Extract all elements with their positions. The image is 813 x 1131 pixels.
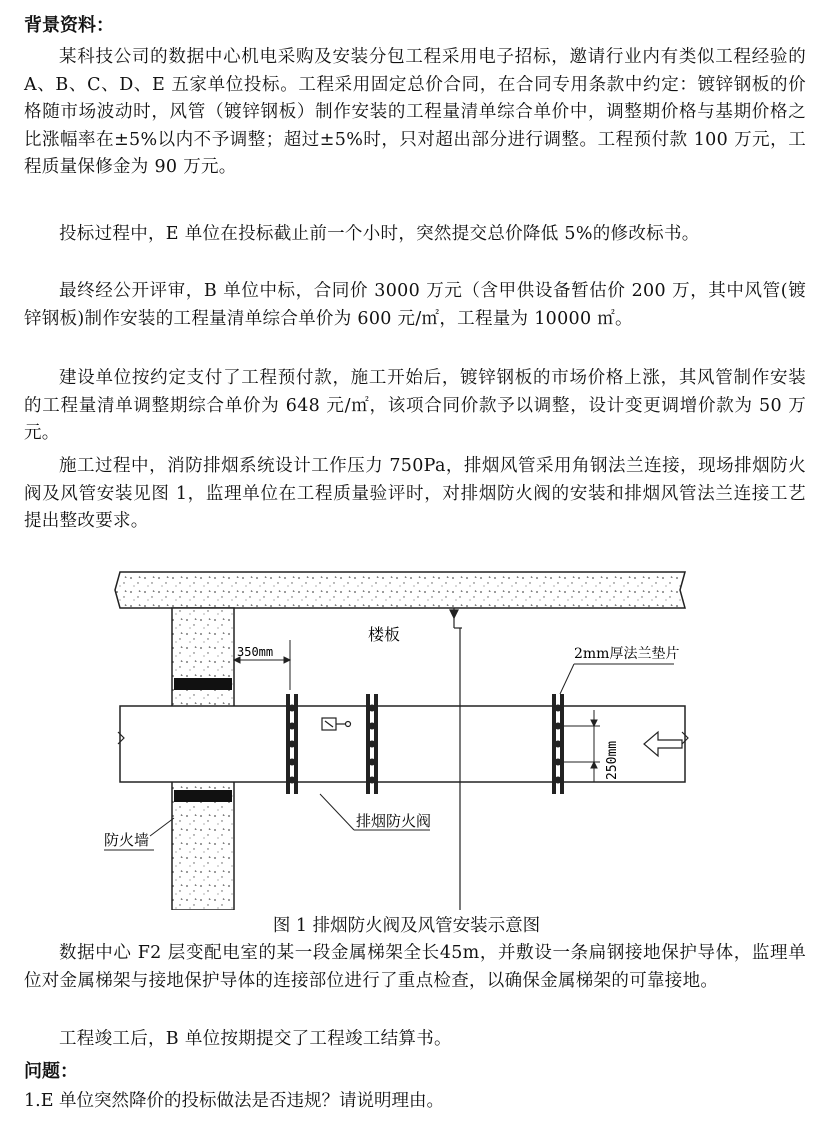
flange-middle <box>366 694 378 794</box>
paragraph-6: 数据中心 F2 层变配电室的某一段金属梯架全长45m，并敷设一条扁钢接地保护导体，监理单位对金属梯架与接地保护导体的连接部位进行了重点检查，以确保金属梯架的可靠接地。 <box>24 943 806 991</box>
firewall-label: 防火墙 <box>104 831 150 849</box>
flange-right <box>552 694 564 794</box>
paragraph-7: 工程竣工后，B 单位按期提交了工程竣工结算书。 <box>59 1029 452 1049</box>
floor-slab <box>115 572 685 608</box>
damper-label: 排烟防火阀 <box>356 812 432 830</box>
flange-left <box>286 694 298 794</box>
smoke-exhaust-duct <box>120 706 685 782</box>
damper-duct-diagram <box>100 560 700 910</box>
paragraph-5: 施工过程中，消防排烟系统设计工作压力 750Pa，排烟风管采用角钢法兰连接，现场排烟防火阀及风管安装见图 1，监理单位在工程质量验评时，对排烟防火阀的安装和排烟风管法兰连接工艺提出整改要求。 <box>24 456 806 532</box>
wall-seal-top <box>174 678 232 690</box>
figure-caption: 图 1 排烟防火阀及风管安装示意图 <box>272 916 541 936</box>
question-1: 1.E 单位突然降价的投标做法是否违规？请说明理由。 <box>24 1091 445 1111</box>
background-heading: 背景资料： <box>24 15 114 36</box>
paragraph-4: 建设单位按约定支付了工程预付款，施工开始后，镀锌钢板的市场价格上涨，其风管制作安装的工程量清单调整期综合单价为 648 元/㎡，该项合同价款予以调整，设计变更调增价款为 50 万元。 <box>24 368 806 444</box>
gasket-label: 2mm厚法兰垫片 <box>574 646 680 662</box>
questions-heading: 问题： <box>24 1061 78 1082</box>
wall-seal-bottom <box>174 790 232 802</box>
paragraph-2: 投标过程中，E 单位在投标截止前一个小时，突然提交总价降低 5%的修改标书。 <box>59 224 700 244</box>
paragraph-3: 最终经公开评审，B 单位中标，合同价 3000 万元（含甲供设备暂估价 200 万，其中风管(镀锌钢板)制作安装的工程量清单综合单价为 600 元/㎡，工程量为 10000 ㎡。 <box>24 281 806 329</box>
floor-label: 楼板 <box>368 625 401 644</box>
paragraph-1: 某科技公司的数据中心机电采购及安装分包工程采用电子招标，邀请行业内有类似工程经验的 A、B、C、D、E 五家单位投标。工程采用固定总价合同，在合同专用条款中约定：镀锌钢板的价格随市场波动时，风管（镀锌钢板）制作安装的工程量清单综合单价中，调整期价格与基期价格之比涨幅率在±5%以内不予调整；超过±5%时，只对超出部分进行调整。工程预付款 100 万元，工程质量保修金为 90 万元。 <box>24 47 806 178</box>
dim-250-label: 250mm <box>605 740 620 780</box>
dim-350-label: 350mm <box>237 645 274 659</box>
